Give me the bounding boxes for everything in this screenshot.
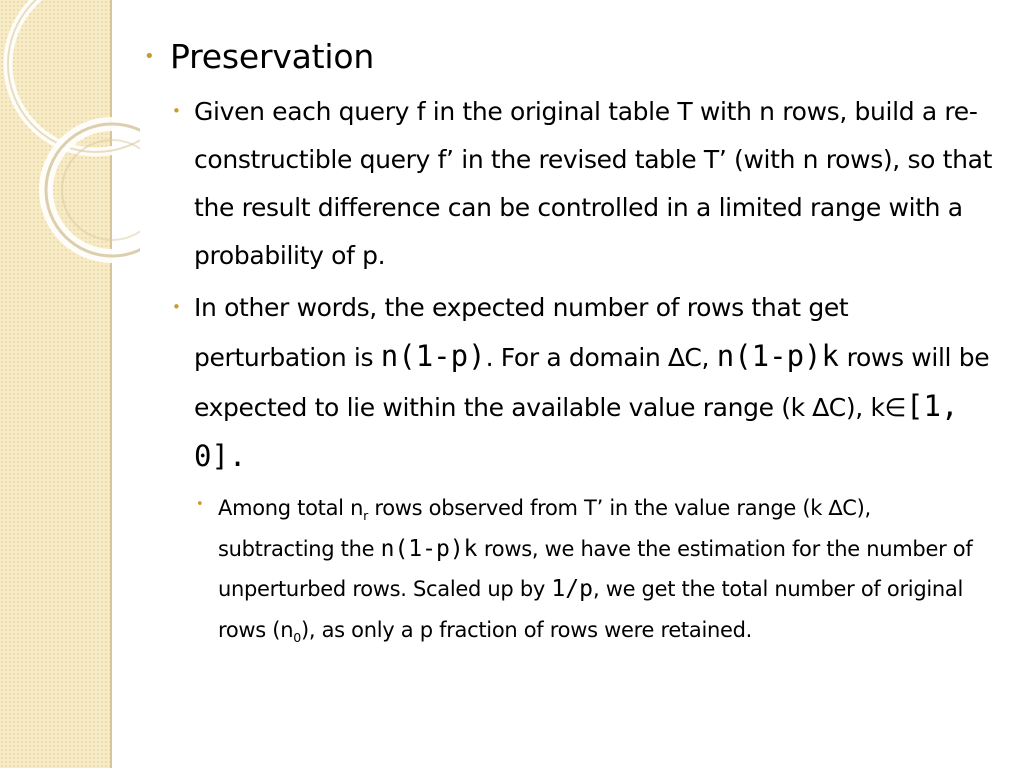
decorative-circles [0, 0, 140, 300]
sub-point-text-d: , we get the total number of original rows (n [218, 577, 963, 642]
formula-n-1-p-k: n(1-p)k [380, 535, 478, 562]
sub-point-text-b: rows observed from T’ in the value range (k ∆C), subtracting the [218, 496, 871, 561]
subscript-0: 0 [293, 629, 301, 645]
slide-content [140, 34, 1000, 650]
subscript-r: r [363, 508, 368, 524]
point-1 [172, 88, 994, 280]
bullet-icon: • [172, 102, 181, 120]
element-of-symbol: ∈ [884, 393, 907, 422]
point-2 [172, 284, 994, 482]
sub-point-text-e: ), as only a p fraction of rows were retained. [300, 617, 753, 642]
bullet-icon: • [172, 298, 181, 316]
bullet-icon: • [144, 46, 155, 67]
sub-point-text-c: rows, we have the estimation for the number of unperturbed rows. Scaled up by [218, 536, 973, 601]
formula-1-over-p: 1/p [551, 576, 593, 602]
point-2-text-c: rows will be expected to lie within the available value range (k [194, 343, 990, 422]
point-2-text-b: . For a domain [485, 343, 669, 372]
formula-interval: [1, 0]. [194, 389, 959, 473]
delta-c-range: ∆C), k [812, 393, 885, 422]
sub-point-text-a: Among total n [218, 496, 364, 520]
heading-bullet [140, 34, 1000, 80]
point-1-text: Given each query f in the original table T with n rows, build a re-constructible query f’ in the revised table T’ (with n rows), so that the result difference can be controlled in a limited range with a probability of p. [194, 97, 993, 270]
sub-point [196, 488, 978, 650]
slide-heading: Preservation [170, 37, 375, 76]
formula-n-1-p: n(1-p) [380, 339, 486, 373]
point-2-text-a: In other words, the expected number of rows that get perturbation is [194, 293, 849, 372]
delta-c-symbol: ∆C, [668, 343, 717, 372]
formula-n-1-p-k: n(1-p)k [716, 339, 839, 373]
bullet-icon: • [196, 497, 204, 512]
